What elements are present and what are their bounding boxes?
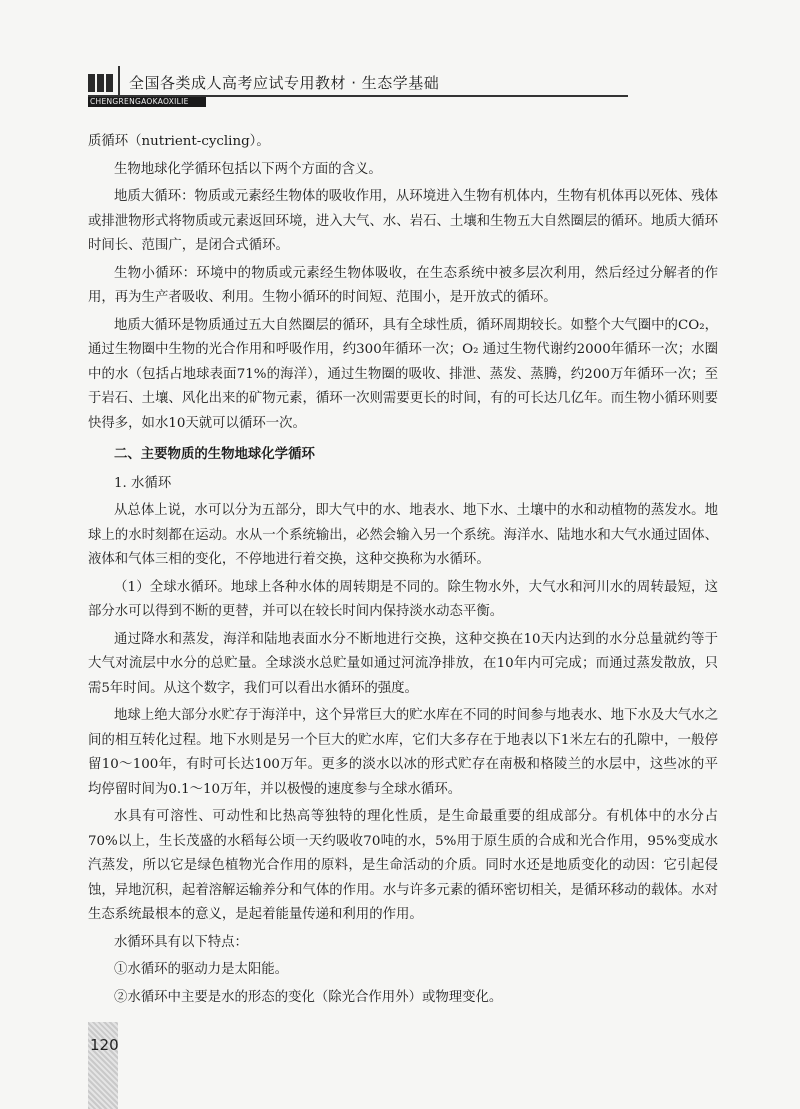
paragraph: 水具有可溶性、可动性和比热高等独特的理化性质，是生命最重要的组成部分。有机体中的水分占70%以上，生长茂盛的水稻每公顷一天约吸收70吨的水，5%用于原生质的合成和光合作用，95%变成水汽蒸发，所以它是绿色植物光合作用的原料，是生命活动的介质。同时水还是地质变化的动因：它引起侵蚀，异地沉积，起着溶解运输养分和气体的作用。水与许多元素的循环密切相关，是循环移动的载体。水对生态系统最根本的意义，是起着能量传递和利用的作用。 — [88, 809, 718, 922]
paragraph: 生物小循环：环境中的物质或元素经生物体吸收，在生态系统中被多层次利用，然后经过分解者的作用，再为生产者吸收、利用。生物小循环的时间短、范围小，是开放式的循环。 — [88, 265, 718, 305]
paragraph: 地质大循环是物质通过五大自然圈层的循环，具有全球性质，循环周期较长。如整个大气圈中的CO₂，通过生物圈中生物的光合作用和呼吸作用，约300年循环一次；O₂ 通过生物代谢约2000年循环一次；水圈中的水（包括占地球表面71%的海洋），通过生物圈的吸收、排泄、蒸发、蒸腾，约200万年循环一次；至于岩石、土壤、风化出来的矿物元素，循环一次则需要更长的时间，有的可长达几亿年。而生物小循环则要快得多，如水10天就可以循环一次。 — [88, 317, 718, 431]
header-series-label: CHENGRENGAOKAOXILIE — [88, 97, 206, 107]
page-body — [88, 130, 718, 1010]
paragraph: 地质大循环：物质或元素经生物体的吸收作用，从环境进入生物有机体内，生物有机体再以死体、残体或排泄物形式将物质或元素返回环境，进入大气、水、岩石、土壤和生物五大自然圈层的循环。地质大循环时间长、范围广，是闭合式循环。 — [88, 189, 718, 253]
paragraph: 水循环具有以下特点： — [114, 934, 248, 950]
paragraph: 从总体上说，水可以分为五部分，即大气中的水、地表水、地下水、土壤中的水和动植物的蒸发水。地球上的水时刻都在运动。水从一个系统输出，必然会输入另一个系统。海洋水、陆地水和大气水通过固体、液体和气体三相的变化，不停地进行着交换，这种交换称为水循环。 — [88, 503, 718, 567]
section-heading: 二、主要物质的生物地球化学循环 — [114, 447, 315, 462]
paragraph: （1）全球水循环。地球上各种水体的周转期是不同的。除生物水外，大气水和河川水的周转最短，这部分水可以得到不断的更替，并可以在较长时间内保持淡水动态平衡。 — [88, 579, 718, 619]
list-item: ②水循环中主要是水的形态的变化（除光合作用外）或物理变化。 — [114, 989, 503, 1005]
page-number: 120 — [90, 1036, 119, 1054]
header-decor-block — [106, 74, 113, 92]
subsection-heading: 1. 水循环 — [114, 475, 172, 491]
header-title: 全国各类成人高考应试专用教材 · 生态学基础 — [129, 74, 440, 92]
paragraph: 通过降水和蒸发，海洋和陆地表面水分不断地进行交换，这种交换在10天内达到的水分总量就约等于大气对流层中水分的总贮量。全球淡水总贮量如通过河流净排放，在10年内可完成；而通过蒸发散放，只需5年时间。从这个数字，我们可以看出水循环的强度。 — [88, 631, 718, 696]
paragraph: 地球上绝大部分水贮存于海洋中，这个异常巨大的贮水库在不同的时间参与地表水、地下水及大气水之间的相互转化过程。地下水则是另一个巨大的贮水库，它们大多存在于地表以下1米左右的孔隙中，一般停留10～100年，有时可长达100万年。更多的淡水以冰的形式贮存在南极和格陵兰的水层中，这些冰的平均停留时间为0.1～10万年，并以极慢的速度参与全球水循环。 — [88, 708, 718, 797]
header-decor-block — [97, 74, 104, 92]
running-header — [88, 66, 628, 106]
header-divider — [118, 66, 120, 96]
list-item: ①水循环的驱动力是太阳能。 — [114, 962, 289, 977]
paragraph: 生物地球化学循环包括以下两个方面的含义。 — [114, 161, 382, 177]
paragraph: 质循环（nutrient-cycling）。 — [88, 134, 270, 149]
header-decor-block — [88, 74, 95, 92]
